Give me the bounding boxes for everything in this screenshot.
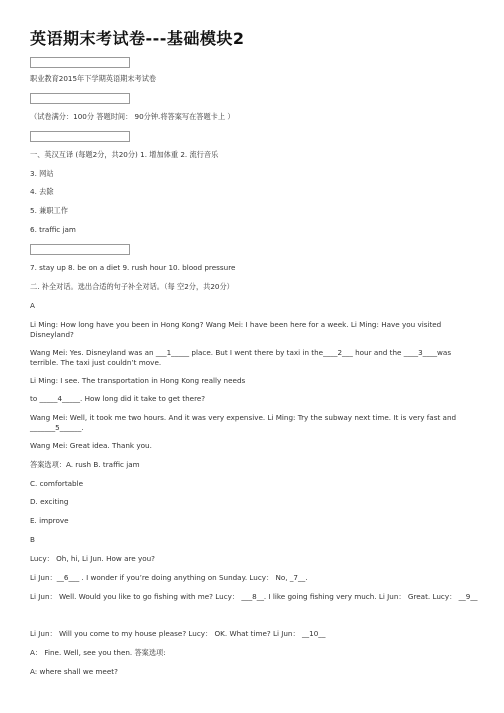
exam-header-line: 职业教育2015年下学期英语期末考试卷 (30, 74, 157, 83)
answer-options: 答案选项：A. rush B. traffic jam (30, 460, 140, 469)
section-two-heading: 二. 补全对话。选出合适的句子补全对话。（每 空2分，共20分） (30, 282, 234, 291)
document-title: 英语期末考试卷---基础模块2 (30, 29, 245, 48)
dialogue-line: Wang Mei: Yes. Disneyland was an ___1_____ place. But I went there by taxi in the____2___ hour and the ____3____was terrible. The taxi just couldn’t move. (30, 348, 452, 367)
exam-instructions: （试卷满分：100分 答题时间： 90分钟.将答案写在答题卡上 ） (30, 112, 235, 121)
answer-option: A: where shall we meet? (30, 667, 118, 676)
answer-option: E. improve (30, 516, 69, 525)
blank-box (30, 131, 130, 142)
question-line: 3. 网站 (30, 169, 54, 178)
question-line: 7. stay up 8. be on a diet 9. rush hour 10. blood pressure (30, 263, 236, 272)
question-line: 4. 去除 (30, 187, 54, 196)
answer-option: D. exciting (30, 497, 69, 506)
dialogue-line: Wang Mei: Well, it took me two hours. And it was very expensive. Li Ming: Try the subway next time. It is very fast and _______5______. (30, 413, 457, 432)
dialogue-line: Li Jun：__6___ . I wonder if you’re doing anything on Sunday. Lucy： No, _7__. (30, 573, 308, 582)
dialogue-line: A： Fine. Well, see you then. 答案选项: (30, 648, 166, 657)
dialogue-line: Li Ming: I see. The transportation in Hong Kong really needs (30, 376, 246, 385)
answer-option: C. comfortable (30, 479, 84, 488)
dialogue-line: Lucy： Oh, hi, Li Jun. How are you? (30, 554, 155, 563)
dialogue-line: Li Jun： Will you come to my house please? Lucy： OK. What time? Li Jun： __10__ (30, 629, 326, 638)
part-label: B (30, 535, 35, 544)
dialogue-line: Li Ming: How long have you been in Hong Kong? Wang Mei: I have been here for a week. Li Ming: Have you visited Disneyland? (30, 320, 442, 339)
question-line: 6. traffic jam (30, 225, 76, 234)
question-line: 5. 兼职工作 (30, 206, 68, 215)
dialogue-line: to _____4_____. How long did it take to get there? (30, 394, 206, 403)
section-one-heading: 一、英汉互译 (每题2分，共20分) 1. 增加体重 2. 流行音乐 (30, 150, 219, 159)
blank-box (30, 244, 130, 255)
part-label: A (30, 301, 35, 310)
dialogue-line: Wang Mei: Great idea. Thank you. (30, 441, 152, 450)
blank-box (30, 93, 130, 104)
dialogue-line: Li Jun： Well. Would you like to go fishing with me? Lucy： ___8__. I like going fishing very much. Li Jun： Great. Lucy： __9__ (30, 592, 478, 601)
blank-box (30, 57, 130, 68)
